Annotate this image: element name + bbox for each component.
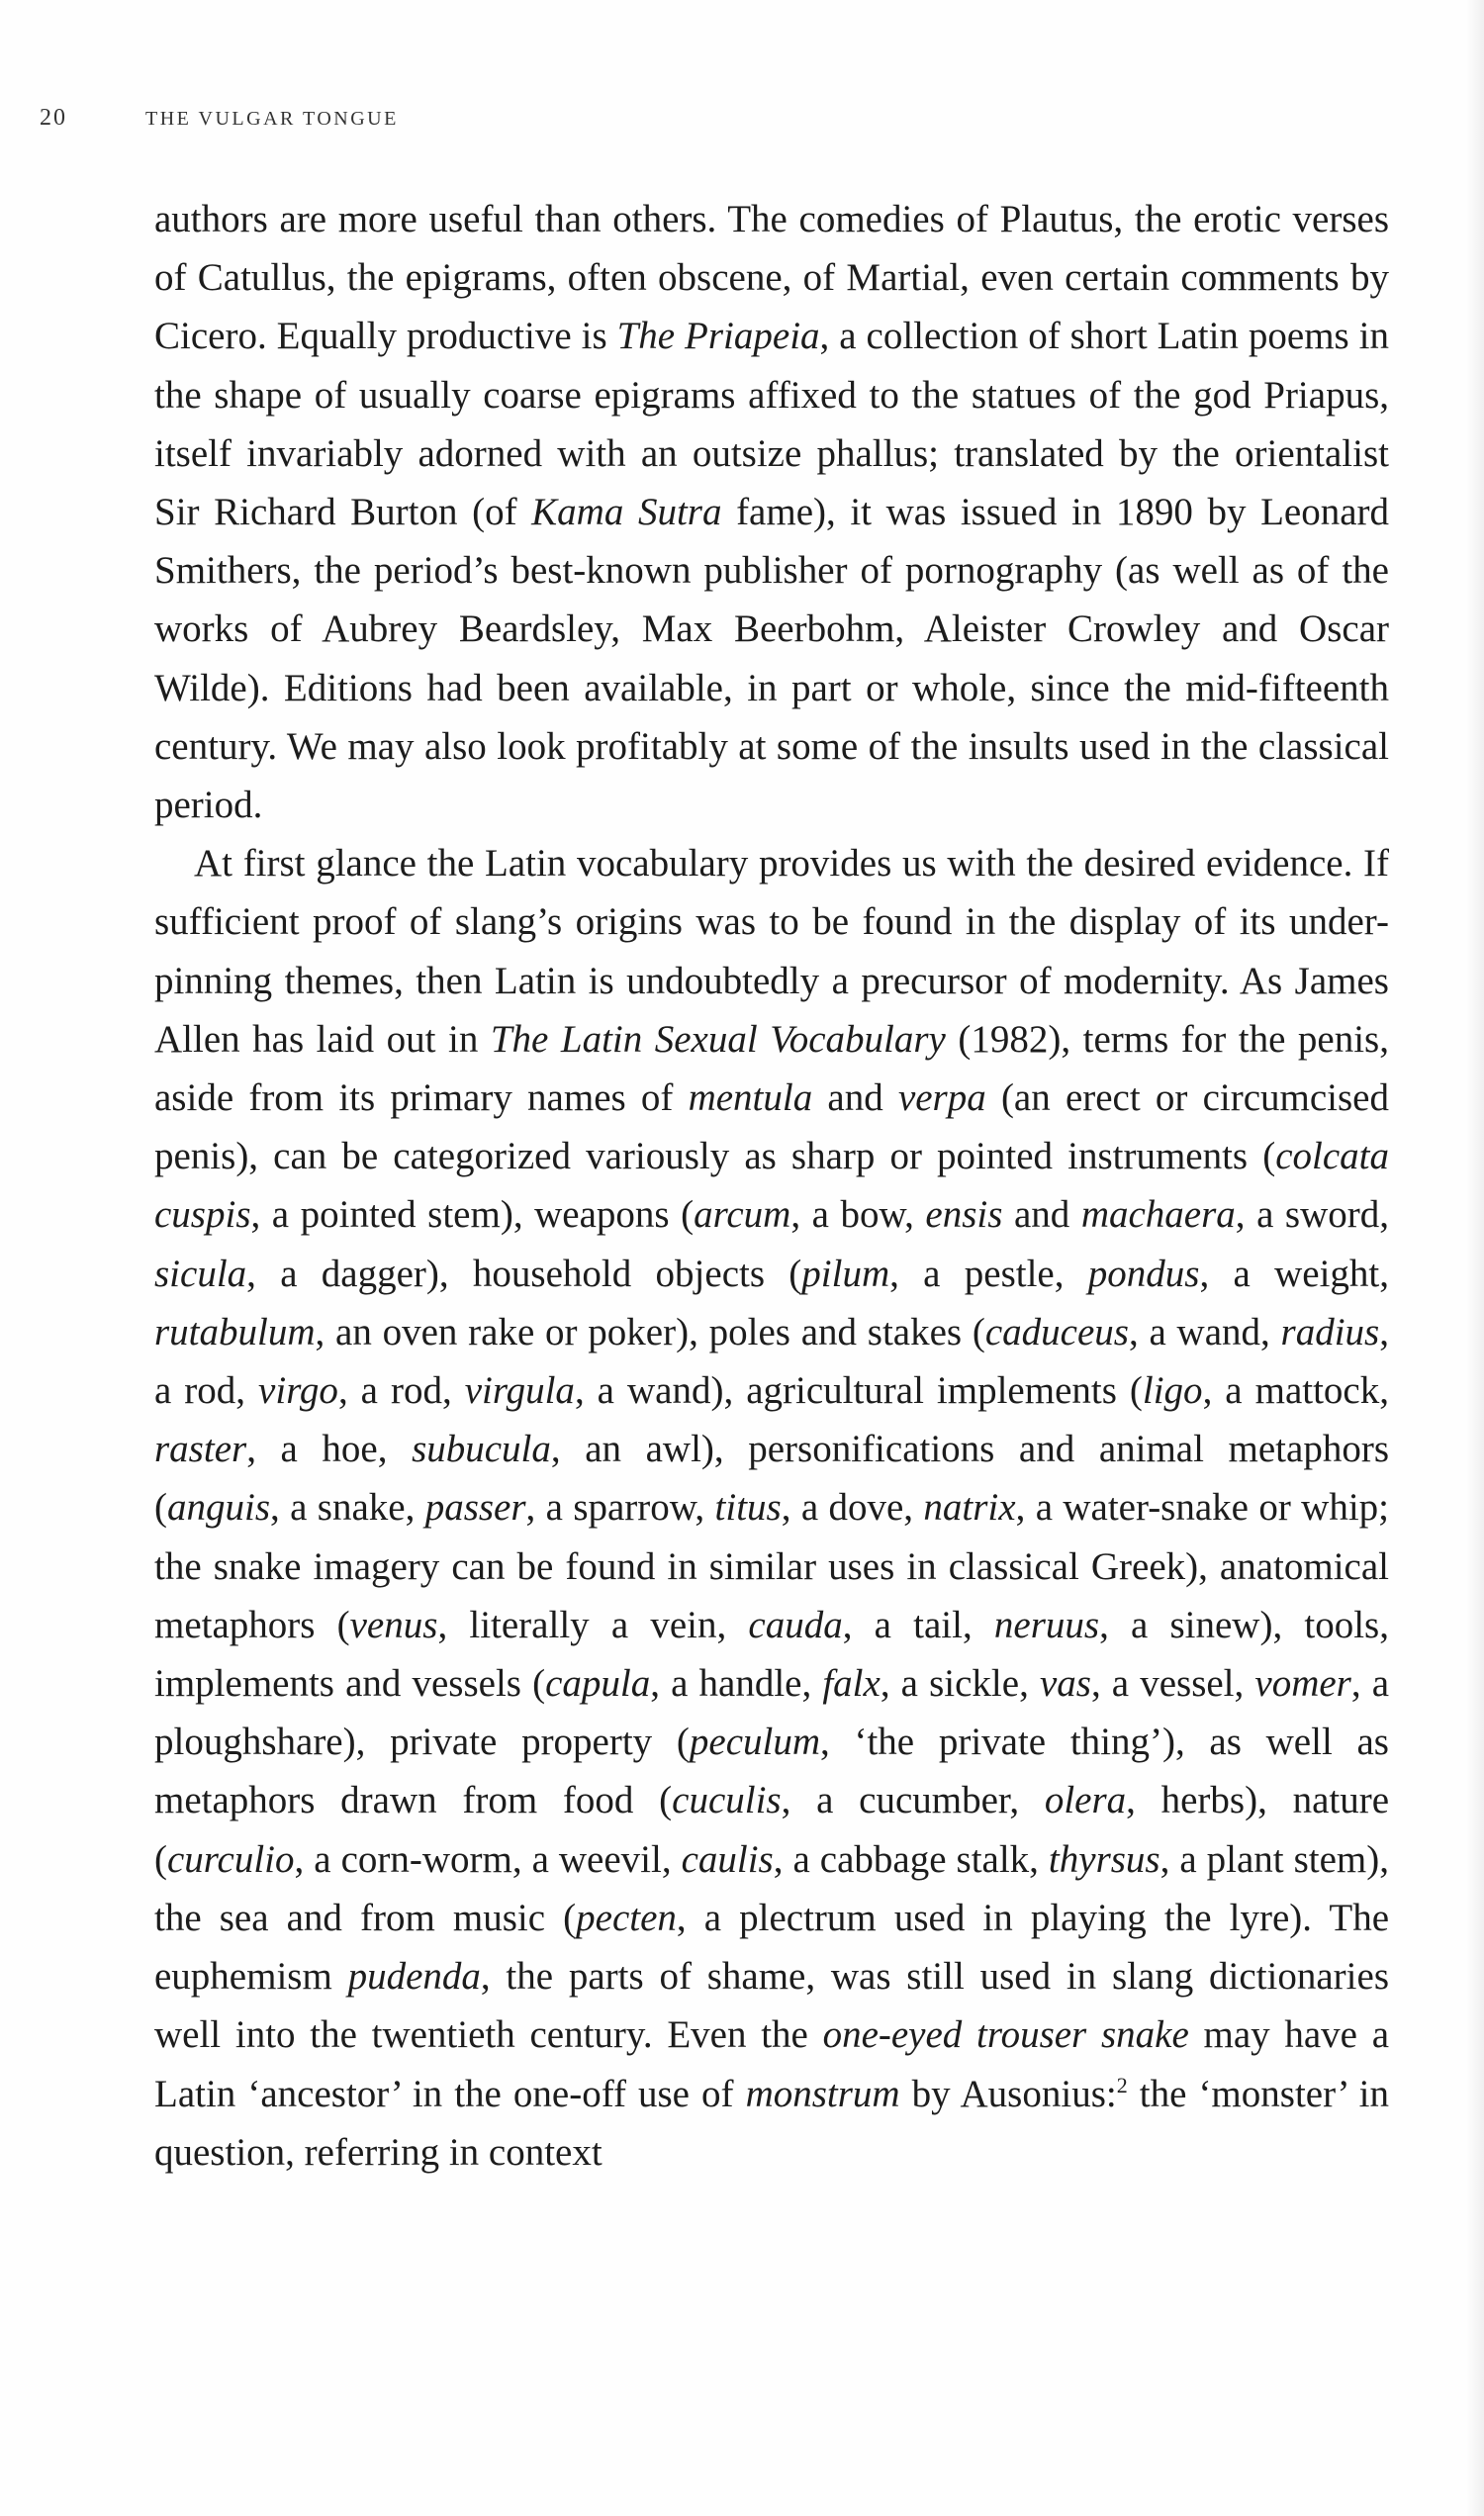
text-run: , a wand), agricultural implements ( — [574, 1369, 1143, 1413]
text-run: , a ploughshare), private property ( — [154, 1662, 1390, 1764]
italic-term: monstrum — [745, 2072, 900, 2115]
text-run: , a hoe, — [246, 1428, 413, 1471]
text-run: and — [812, 1076, 898, 1120]
italic-term: capula — [545, 1662, 651, 1706]
italic-term: thyrsus — [1048, 1837, 1160, 1881]
italic-term: sicula — [154, 1252, 247, 1295]
text-run: fame), it was issued in 1890 by Leonard Smithers, the period’s best-known publisher of pornography (as well as of the works of Aubrey Beardsley, Max Beerbohm, Aleister Crowley and Oscar Wilde). Editions had been available, in part or whole, since the mid-fifteenth century. We may also look profitably at some of the insults used in the classical period. — [154, 491, 1389, 827]
italic-term: rutabulum — [154, 1310, 316, 1353]
italic-term: verpa — [897, 1076, 986, 1120]
text-run: may have a Latin ‘ancestor’ in the one-off use of — [154, 2013, 1389, 2115]
text-run: , a vessel, — [1090, 1662, 1255, 1706]
text-run: , a tail, — [842, 1603, 994, 1646]
italic-term: cuculis — [672, 1779, 782, 1822]
text-run: , a pestle, — [889, 1252, 1088, 1295]
italic-term: peculum — [689, 1721, 821, 1764]
body-text — [154, 190, 1389, 2182]
text-run: , literally a vein, — [437, 1603, 749, 1646]
italic-term: mentula — [688, 1076, 813, 1120]
italic-term: radius — [1280, 1310, 1380, 1353]
text-run: , a water-snake or whip; the snake imagery can be found in similar uses in classical Greek), anatomical metaphors ( — [154, 1486, 1390, 1646]
italic-term: The Latin Sexual Vocabulary — [490, 1017, 946, 1061]
italic-term: curculio — [167, 1837, 295, 1881]
text-run: , a handle, — [650, 1662, 823, 1706]
text-run: the ‘monster’ in question, referring in context — [154, 2072, 1389, 2174]
text-run: , an awl), personifications and animal metaphors ( — [154, 1428, 1389, 1530]
italic-term: cauda — [748, 1603, 843, 1646]
text-run: , a mattock, — [1202, 1369, 1389, 1413]
text-run: , a dagger), household objects ( — [246, 1252, 802, 1295]
italic-term: anguis — [167, 1486, 271, 1530]
text-run: , a sickle, — [880, 1662, 1040, 1706]
italic-term: The Priapeia — [616, 315, 820, 358]
italic-term: pondus — [1087, 1252, 1200, 1295]
text-run: , a rod, — [337, 1369, 465, 1413]
italic-term: vomer — [1254, 1662, 1351, 1706]
text-run: , a cabbage stalk, — [773, 1837, 1049, 1881]
text-run: by Ausonius: — [899, 2072, 1117, 2115]
italic-term: titus — [714, 1486, 782, 1530]
text-run: , a sinew), tools, implements and vessels ( — [154, 1603, 1389, 1706]
paragraph — [154, 834, 1389, 2182]
text-run: , a dove, — [781, 1486, 924, 1530]
text-run: , a corn-worm, a weevil, — [294, 1837, 682, 1881]
text-run: , the parts of shame, was still used in slang dictionaries well into the twentieth century. Even the — [154, 1955, 1389, 2057]
text-run: authors are more useful than others. The comedies of Plautus, the erotic verses of Catullus, the epigrams, often obscene, of Martial, even certain comments by Cicero. Equally productive is — [154, 198, 1389, 358]
text-run: and — [1002, 1193, 1081, 1237]
text-run: (an erect or circumcised penis), can be categorized variously as sharp or pointed instruments ( — [154, 1076, 1389, 1178]
text-run: , a collection of short Latin poems in the shape of usually coarse epigrams affixed to the statues of the god Priapus, itself invariably adorned with an outsize phallus; translated by the orientalist Sir Richard Burton (of — [154, 315, 1389, 534]
paragraph — [154, 190, 1389, 834]
italic-term: falx — [822, 1662, 881, 1706]
text-run: , a sword, — [1235, 1193, 1390, 1237]
text-run: , ‘the private thing’), as well as metaphors drawn from food ( — [154, 1721, 1389, 1822]
page-number: 20 — [40, 105, 67, 131]
italic-term: arcum — [694, 1193, 791, 1237]
italic-term: caduceus — [984, 1310, 1129, 1353]
text-run: , a rod, — [154, 1310, 1389, 1413]
italic-term: ligo — [1142, 1369, 1203, 1413]
footnote-reference: 2 — [1116, 2072, 1128, 2097]
italic-term: subucula — [412, 1428, 551, 1471]
text-run: , a plectrum used in playing the lyre). The euphemism — [154, 1896, 1390, 1999]
italic-term: natrix — [923, 1486, 1016, 1530]
running-header — [40, 105, 399, 132]
text-run: , a pointed stem), weapons ( — [250, 1193, 695, 1237]
text-run: , an oven rake or poker), poles and stakes ( — [315, 1310, 985, 1353]
italic-term: olera — [1044, 1779, 1127, 1822]
text-run: (1982), terms for the penis, aside from its primary names of — [154, 1017, 1389, 1120]
italic-term: Kama Sutra — [531, 491, 722, 534]
italic-term: colcata cuspis — [154, 1135, 1389, 1237]
italic-term: pecten — [576, 1896, 677, 1939]
text-run: , a weight, — [1199, 1252, 1389, 1295]
italic-term: one-eyed trouser snake — [822, 2013, 1189, 2057]
italic-term: virgo — [258, 1369, 338, 1413]
italic-term: passer — [424, 1486, 526, 1530]
text-run: , a wand, — [1128, 1310, 1281, 1353]
italic-term: virgula — [464, 1369, 575, 1413]
book-title: THE VULGAR TONGUE — [145, 108, 399, 130]
text-run: , a sparrow, — [525, 1486, 715, 1530]
italic-term: venus — [349, 1603, 438, 1646]
page-edge-shadow — [1466, 0, 1484, 2516]
text-run: At first glance the Latin vocabulary provides us with the desired evidence. If sufficient proof of slang’s origins was to be found in the display of its under-pinning themes, then Latin is undoubtedly a precursor of modernity. As James Allen has laid out in — [154, 842, 1389, 1061]
text-run: , a plant stem), the sea and from music ( — [154, 1837, 1390, 1939]
italic-term: pudenda — [347, 1955, 481, 1999]
italic-term: raster — [154, 1428, 247, 1471]
italic-term: caulis — [681, 1837, 774, 1881]
italic-term: ensis — [925, 1193, 1003, 1237]
italic-term: neruus — [993, 1603, 1100, 1646]
text-run: , a snake, — [270, 1486, 425, 1530]
text-run: , a bow, — [790, 1193, 926, 1237]
italic-term: vas — [1039, 1662, 1091, 1706]
italic-term: machaera — [1080, 1193, 1236, 1237]
italic-term: pilum — [801, 1252, 890, 1295]
text-run: , herbs), nature ( — [154, 1779, 1390, 1881]
text-run: , a cucumber, — [781, 1779, 1045, 1822]
